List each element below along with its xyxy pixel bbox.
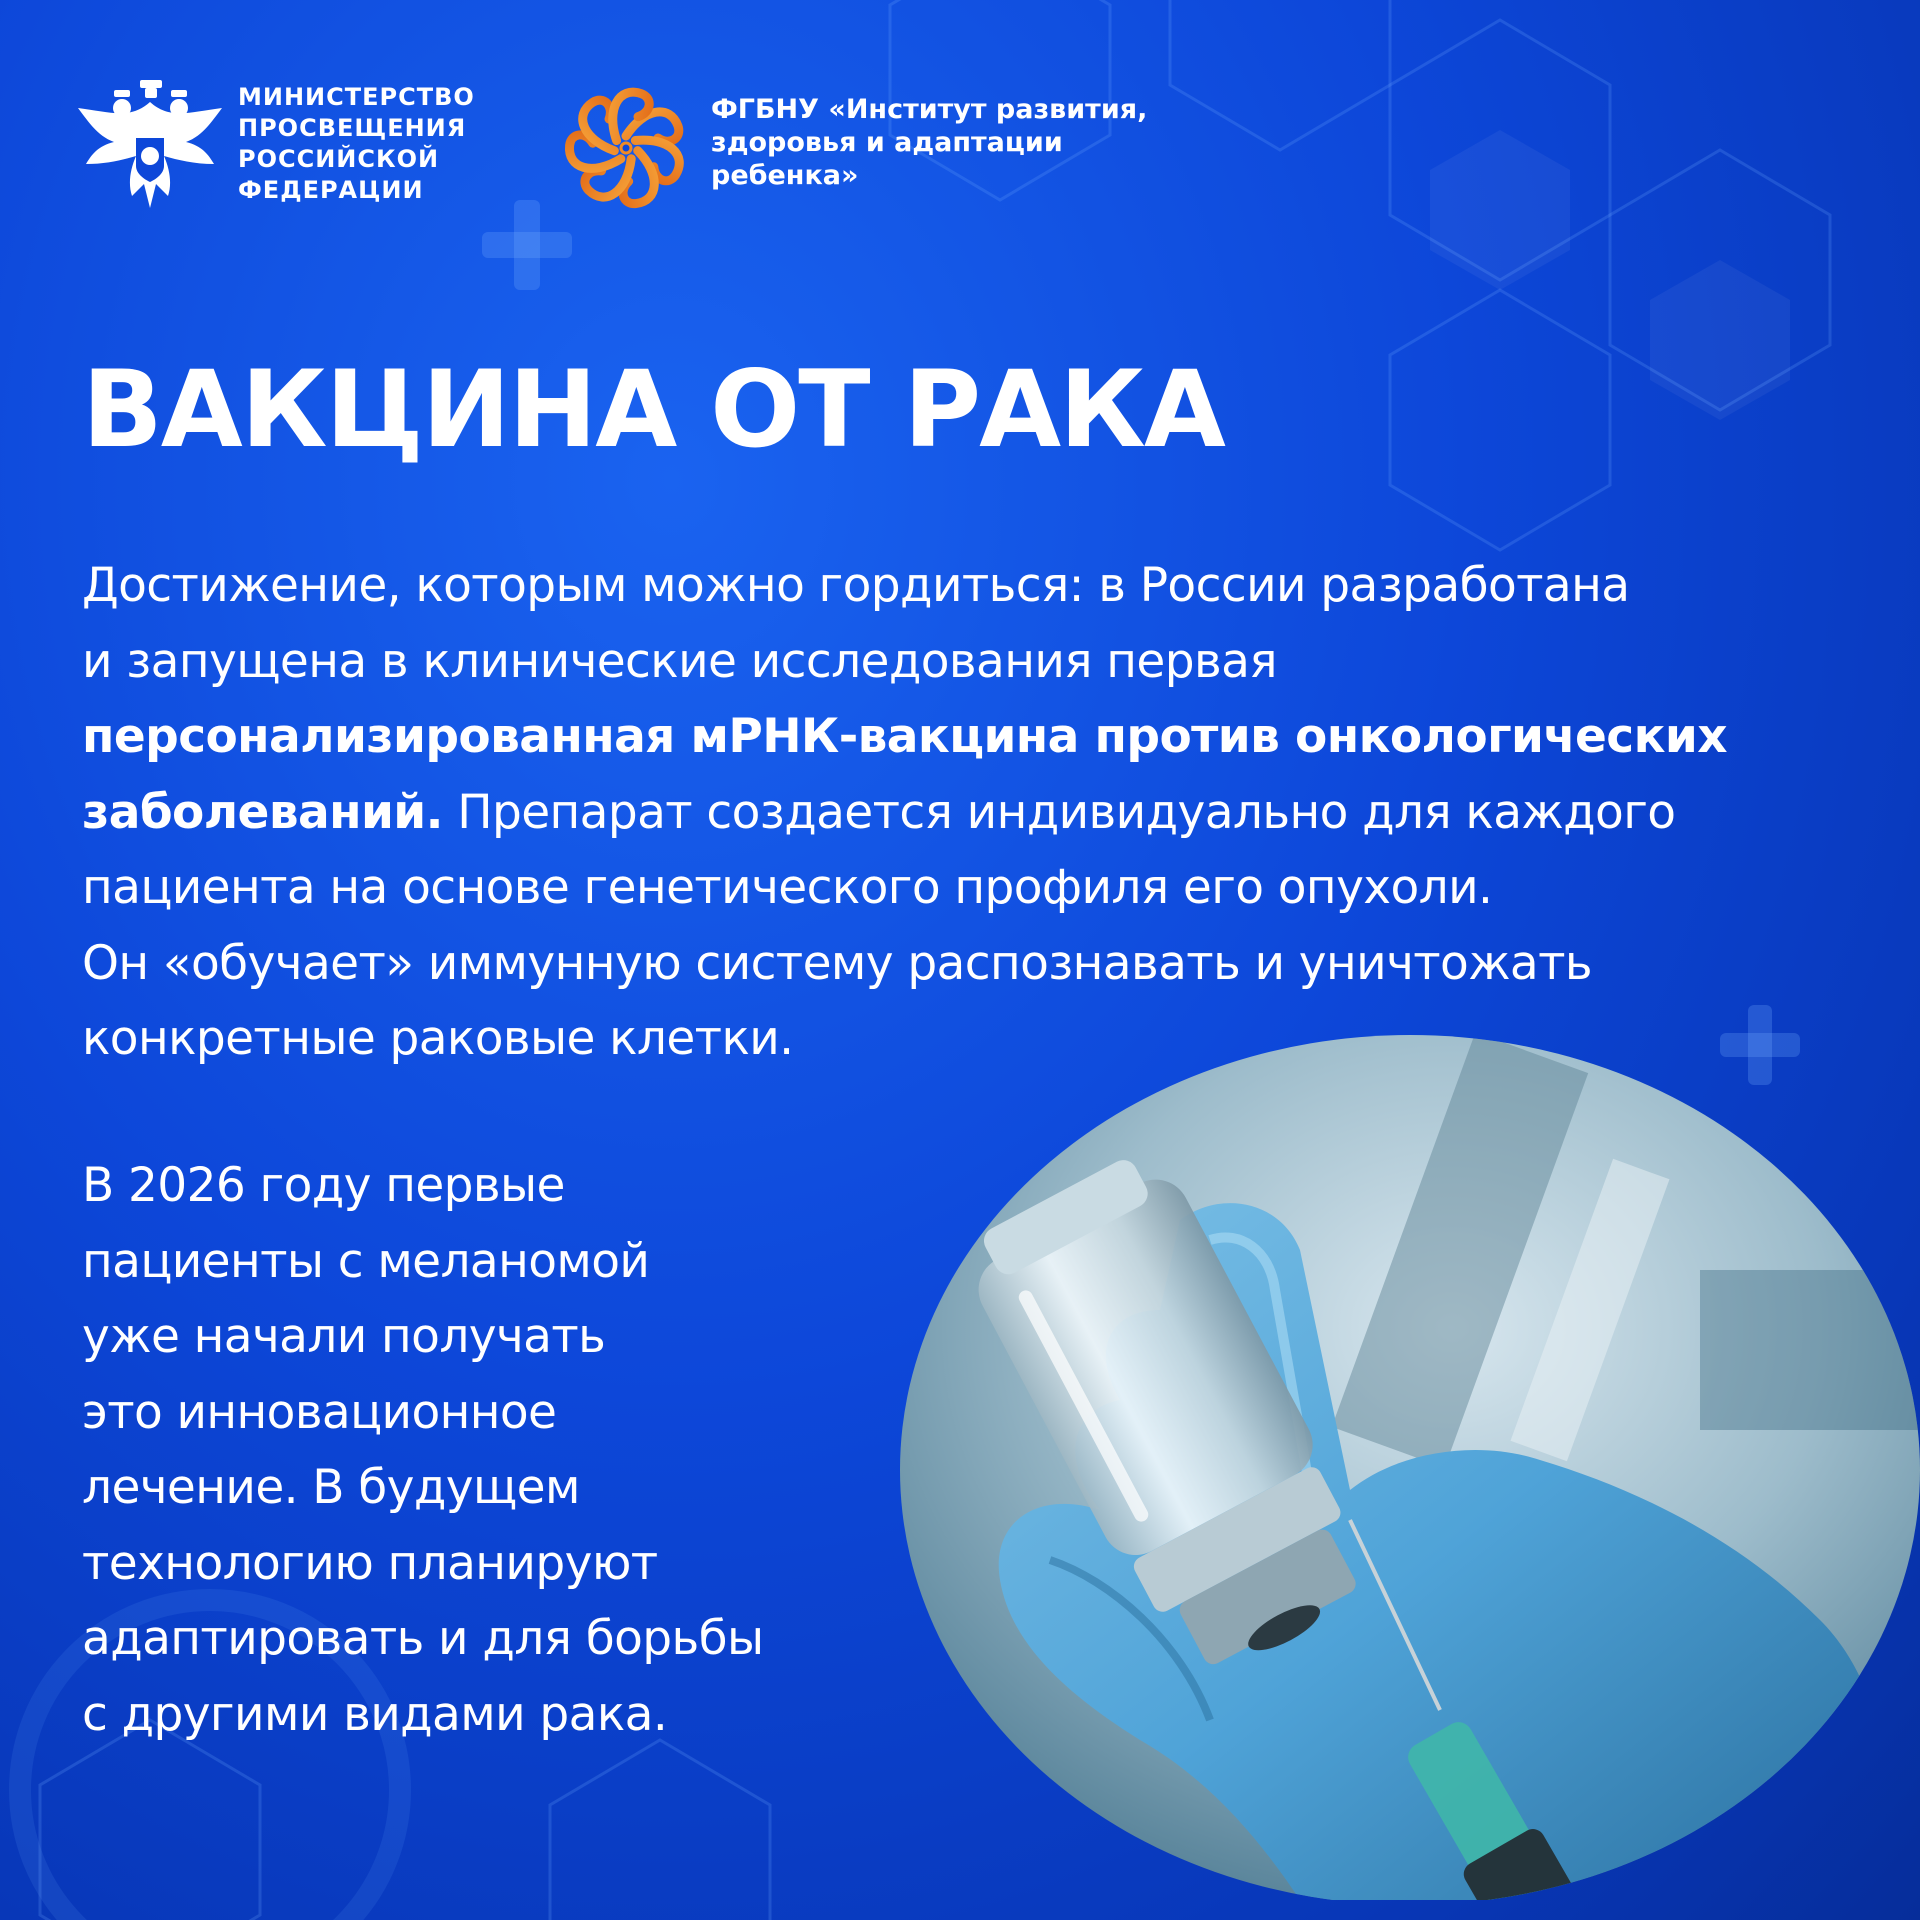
gloved-hand-holding-vial-and-syringe-photo: [880, 1020, 1920, 1900]
secondary-line: технологию планируют: [82, 1535, 658, 1591]
secondary-line: уже начали получать: [82, 1309, 606, 1364]
intro-bold-text: заболеваний.: [82, 784, 443, 840]
ministry-name: [238, 82, 538, 206]
intro-text: Препарат создается индивидуально для каждого: [442, 784, 1676, 840]
institute-name-line: ребенка»: [711, 160, 859, 191]
intro-line: Он «обучает» иммунную систему распознавать и уничтожать: [82, 935, 1593, 991]
hexagon-fill: [1430, 130, 1570, 290]
headline: ВАКЦИНА ОТ РАКА: [82, 348, 1224, 471]
secondary-line: это инновационное: [82, 1384, 557, 1440]
hexagon-outline: [1390, 290, 1610, 550]
institute-name-line: ФГБНУ «Институт развития,: [711, 94, 1148, 125]
intro-bold-text: персонализированная мРНК-вакцина против онкологических: [82, 709, 1727, 764]
ministry-name-line: МИНИСТЕРСТВО: [238, 83, 475, 111]
ministry-name-line: ФЕДЕРАЦИИ: [238, 176, 424, 204]
intro-line: пациента на основе генетического профиля его опухоли.: [82, 860, 1493, 915]
hexagon-outline: [550, 1740, 770, 1920]
secondary-paragraph: [82, 1148, 882, 1752]
ministry-name-line: ПРОСВЕЩЕНИЯ: [238, 114, 467, 142]
secondary-line: лечение. В будущем: [82, 1460, 580, 1515]
ministry-name-line: РОССИЙСКОЙ: [238, 145, 440, 173]
hexagon-fill: [1650, 260, 1790, 420]
plus-icon: [482, 232, 572, 258]
secondary-line: пациенты с меланомой: [82, 1233, 650, 1289]
secondary-line: адаптировать и для борьбы: [82, 1611, 764, 1666]
intro-line: конкретные раковые клетки.: [82, 1011, 794, 1066]
intro-line: и запущена в клинические исследования первая: [82, 633, 1277, 689]
secondary-line: В 2026 году первые: [82, 1158, 565, 1213]
intro-line: [82, 775, 1882, 851]
double-headed-eagle-emblem-icon: [78, 80, 223, 210]
institute-name: [711, 93, 1271, 192]
orange-spiral-flower-logo-icon: [556, 78, 696, 218]
intro-line: [82, 699, 1882, 775]
intro-line: Достижение, которым можно гордиться: в России разработана: [82, 558, 1630, 613]
secondary-line: с другими видами рака.: [82, 1686, 668, 1742]
intro-paragraph: [82, 548, 1882, 1077]
institute-name-line: здоровья и адаптации: [711, 127, 1063, 158]
